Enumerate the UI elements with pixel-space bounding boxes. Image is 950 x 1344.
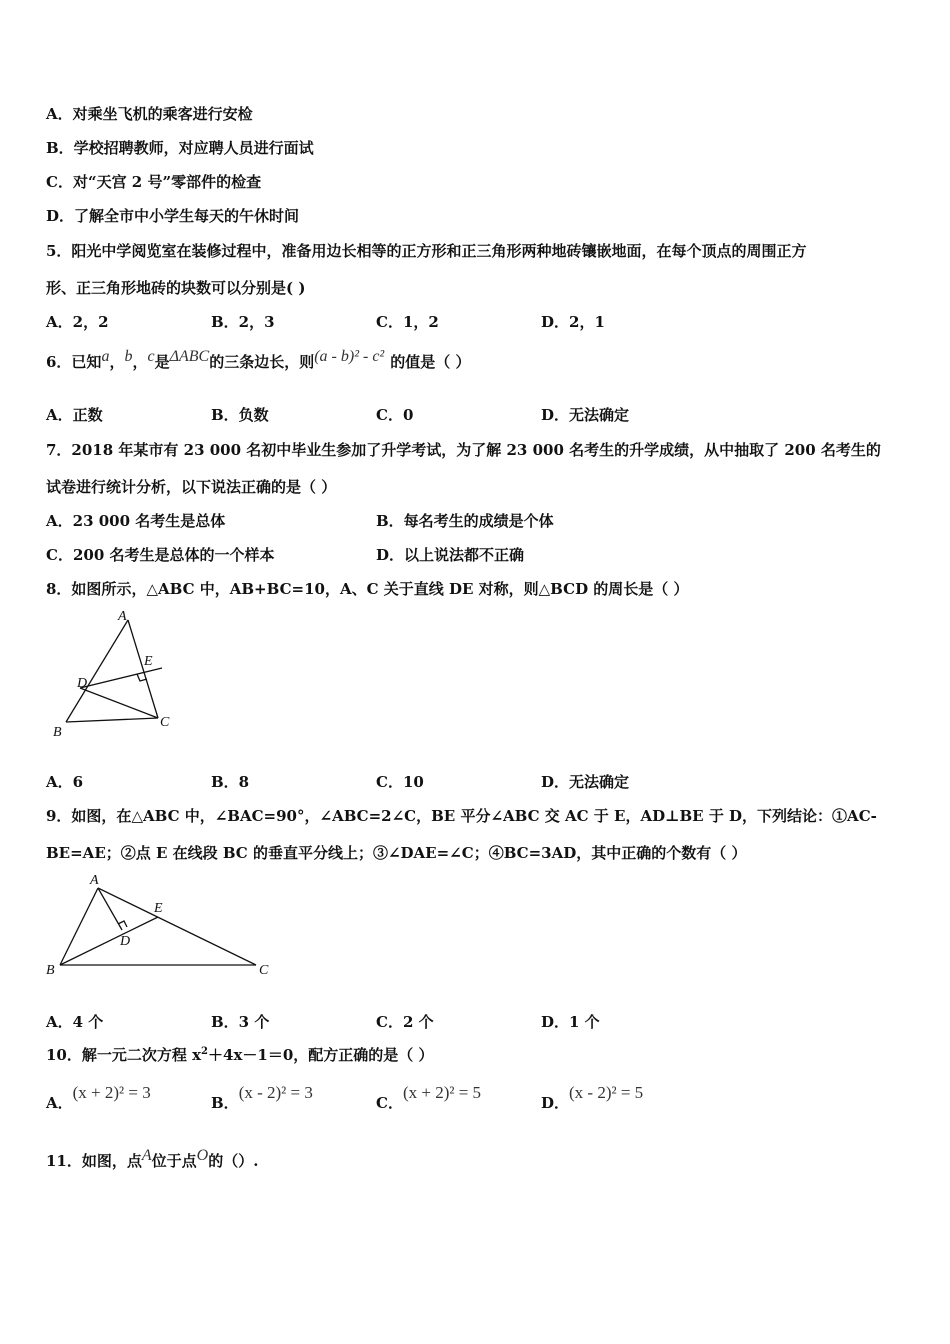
q8-stem: 8．如图所示，△ABC 中，AB+BC=10，A、C 关于直线 DE 对称，则△BCD 的周长是（ ） — [46, 580, 689, 598]
q8-triangle-figure — [46, 604, 186, 744]
q10-option-c-expr: (x + 2)² = 5 — [402, 1083, 482, 1102]
q9-label-d: D — [120, 934, 131, 949]
q5-option-b: B．2，3 — [211, 313, 275, 331]
q11-mid: 位于点 — [151, 1152, 197, 1170]
q6-expression: (a - b)² - c² — [314, 348, 385, 365]
q7-option-c: C．200 名考生是总体的一个样本 — [46, 546, 275, 564]
q9-option-c: C．2 个 — [376, 1013, 434, 1031]
q8-label-a: A — [118, 609, 127, 624]
q8-label-e: E — [144, 654, 153, 669]
q8-option-d: D．无法确定 — [541, 773, 630, 791]
q11-point-a: A — [141, 1147, 152, 1164]
q10-option-d-expr: (x - 2)² = 5 — [569, 1083, 644, 1102]
q9-label-b: B — [46, 963, 55, 978]
q10-option-a — [46, 1082, 151, 1112]
q10-option-d-label: D． — [541, 1094, 570, 1112]
q8-label-c: C — [160, 715, 170, 730]
q6-is: 是 — [154, 353, 170, 371]
q9-label-e: E — [154, 901, 163, 916]
q10-option-b-label: B． — [211, 1094, 239, 1112]
q7-stem-line2: 试卷进行统计分析，以下说法正确的是（ ） — [46, 478, 337, 496]
q8-option-c: C．10 — [376, 773, 424, 791]
q6-option-b: B．负数 — [211, 406, 269, 424]
q6-suffix: 的值是（ ） — [390, 353, 471, 371]
q10-option-c — [376, 1082, 482, 1112]
q6-option-d: D．无法确定 — [541, 406, 630, 424]
q10-stem — [46, 1044, 434, 1065]
q10-option-d — [541, 1082, 644, 1112]
q7-stem-line1: 7．2018 年某市有 23 000 名初中毕业生参加了升学考试，为了解 23 000 名考生的升学成绩，从中抽取了 200 名考生的 — [46, 441, 881, 459]
q9-label-a: A — [90, 873, 99, 888]
q4-option-d: D．了解全市中小学生每天的午休时间 — [46, 207, 300, 225]
q7-option-d: D．以上说法都不正确 — [376, 546, 525, 564]
q10-prefix: 10．解一元二次方程 x — [46, 1046, 202, 1064]
q10-option-a-label: A． — [46, 1094, 73, 1112]
q6-sep: ， — [109, 353, 125, 371]
q6-mid: 的三条边长，则 — [209, 353, 315, 371]
q10-option-b — [211, 1082, 313, 1112]
q9-stem-line2: BE=AE；②点 E 在线段 BC 的垂直平分线上；③∠DAE=∠C；④BC=3AD，其中正确的个数有（ ） — [46, 844, 747, 862]
q6-option-a: A．正数 — [46, 406, 103, 424]
q8-label-b: B — [53, 725, 62, 740]
q5-stem-line1: 5．阳光中学阅览室在装修过程中，准备用边长相等的正方形和正三角形两种地砖镶嵌地面，在每个顶点的周围正方 — [46, 242, 807, 260]
q10-option-c-label: C． — [376, 1094, 403, 1112]
q8-option-b: B．8 — [211, 773, 250, 791]
q11-prefix: 11．如图，点 — [46, 1152, 142, 1170]
q11-stem — [46, 1147, 259, 1171]
q10-option-b-expr: (x - 2)² = 3 — [238, 1083, 313, 1102]
q4-option-c: C．对“天宫 2 号”零部件的检查 — [46, 173, 262, 191]
q11-suffix: 的（）. — [208, 1152, 259, 1170]
q6-option-c: C．0 — [376, 406, 414, 424]
q8-label-d: D — [77, 676, 88, 691]
q9-triangle-figure — [40, 868, 280, 980]
q6-stem — [46, 348, 471, 372]
q6-triangle: ΔABC — [169, 348, 210, 365]
q5-option-a: A．2，2 — [46, 313, 109, 331]
q7-option-a: A．23 000 名考生是总体 — [46, 512, 226, 530]
q4-option-a: A．对乘坐飞机的乘客进行安检 — [46, 105, 253, 123]
q4-option-b: B．学校招聘教师，对应聘人员进行面试 — [46, 139, 314, 157]
q6-sep: ， — [132, 353, 148, 371]
q6-prefix: 6．已知 — [46, 353, 102, 371]
q9-label-c: C — [259, 963, 269, 978]
q6-var-c: c — [147, 348, 155, 365]
q9-option-a: A．4 个 — [46, 1013, 104, 1031]
q8-option-a: A．6 — [46, 773, 84, 791]
q9-stem-line1: 9．如图，在△ABC 中，∠BAC=90°，∠ABC=2∠C，BE 平分∠ABC 交 AC 于 E，AD⊥BE 于 D，下列结论：①AC- — [46, 807, 877, 825]
q5-option-c: C．1，2 — [376, 313, 439, 331]
q11-point-o: O — [196, 1147, 209, 1164]
q6-var-b: b — [124, 348, 133, 365]
q5-stem-line2: 形、正三角形地砖的块数可以分别是( ) — [46, 279, 306, 297]
q9-option-d: D．1 个 — [541, 1013, 600, 1031]
q10-exponent: 2 — [201, 1046, 209, 1057]
q10-suffix: ＋4x－1＝0，配方正确的是（ ） — [208, 1046, 434, 1064]
q7-option-b: B．每名考生的成绩是个体 — [376, 512, 554, 530]
q5-option-d: D．2，1 — [541, 313, 605, 331]
q9-option-b: B．3 个 — [211, 1013, 270, 1031]
q10-option-a-expr: (x + 2)² = 3 — [72, 1083, 151, 1102]
q6-var-a: a — [101, 348, 110, 365]
